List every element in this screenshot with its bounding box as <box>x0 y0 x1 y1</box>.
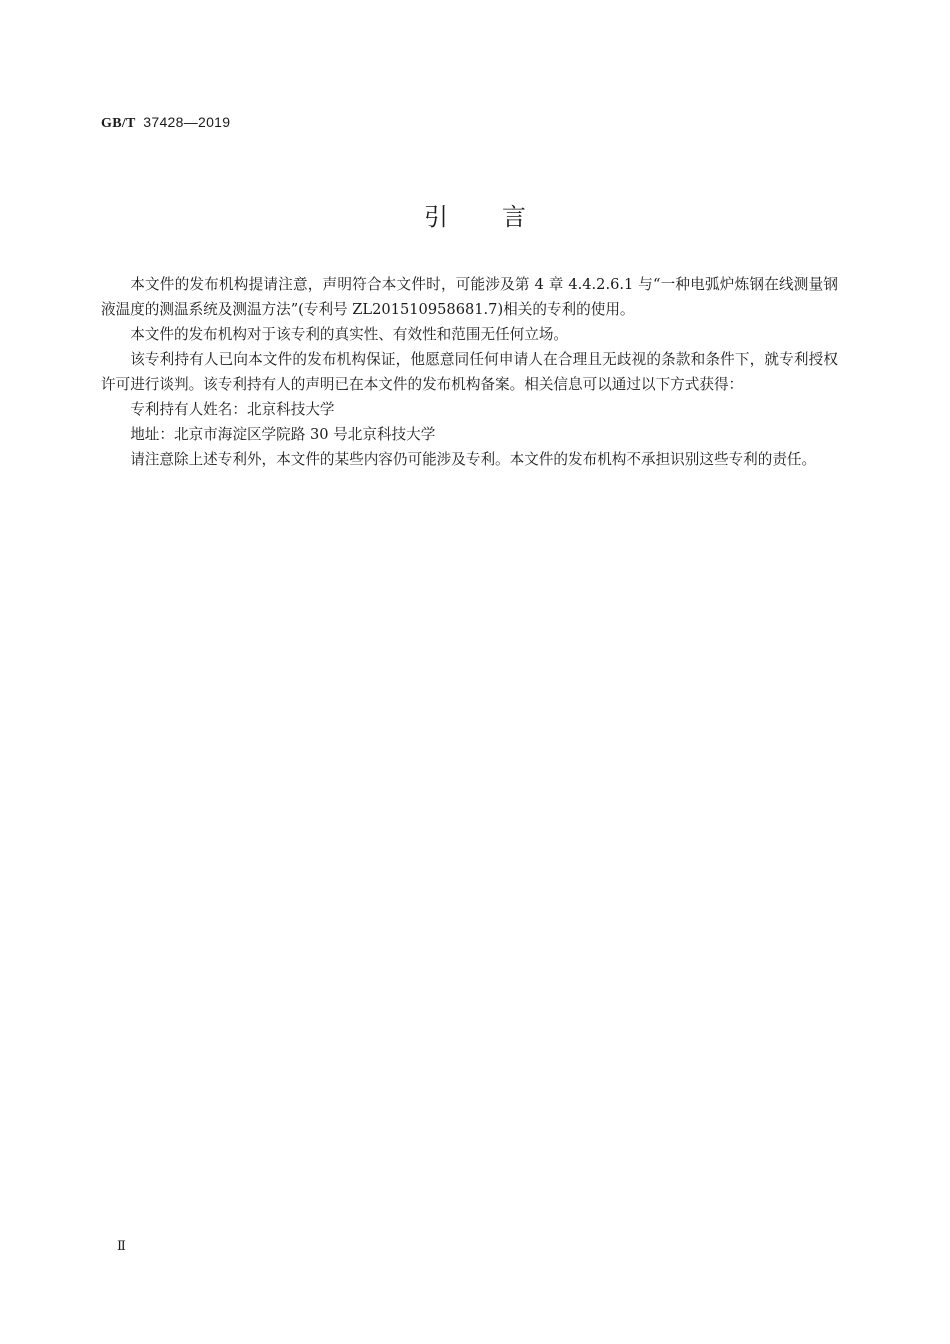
paragraph-no-position: 本文件的发布机构对于该专利的真实性、有效性和范围无任何立场。 <box>130 326 569 343</box>
paragraph-disclaimer: 请注意除上述专利外，本文件的某些内容仍可能涉及专利。本文件的发布机构不承担识别这些专利的责任。 <box>130 451 817 468</box>
paragraph-patent-notice: 本文件的发布机构提请注意，声明符合本文件时，可能涉及第 4 章 4.4.2.6.1 与“一种电弧炉炼钢在线测量钢液温度的测温系统及测温方法”(专利号 ZL201510958681.7)相关的专利的使用。 <box>101 276 838 318</box>
standard-prefix: GB/T <box>101 116 136 131</box>
page-title: 引言 <box>424 203 580 231</box>
document-body <box>101 272 838 472</box>
paragraph-holder-assurance: 该专利持有人已向本文件的发布机构保证，他愿意同任何申请人在合理且无歧视的条款和条件下，就专利授权许可进行谈判。该专利持有人的声明已在本文件的发布机构备案。相关信息可以通过以下方式获得： <box>101 351 838 393</box>
paragraph-address: 地址：北京市海淀区学院路 30 号北京科技大学 <box>130 426 436 443</box>
paragraph-holder-name: 专利持有人姓名：北京科技大学 <box>130 401 335 418</box>
standard-number: 37428—2019 <box>143 114 231 130</box>
standard-code <box>101 114 230 132</box>
page-number: Ⅱ <box>117 1238 126 1253</box>
